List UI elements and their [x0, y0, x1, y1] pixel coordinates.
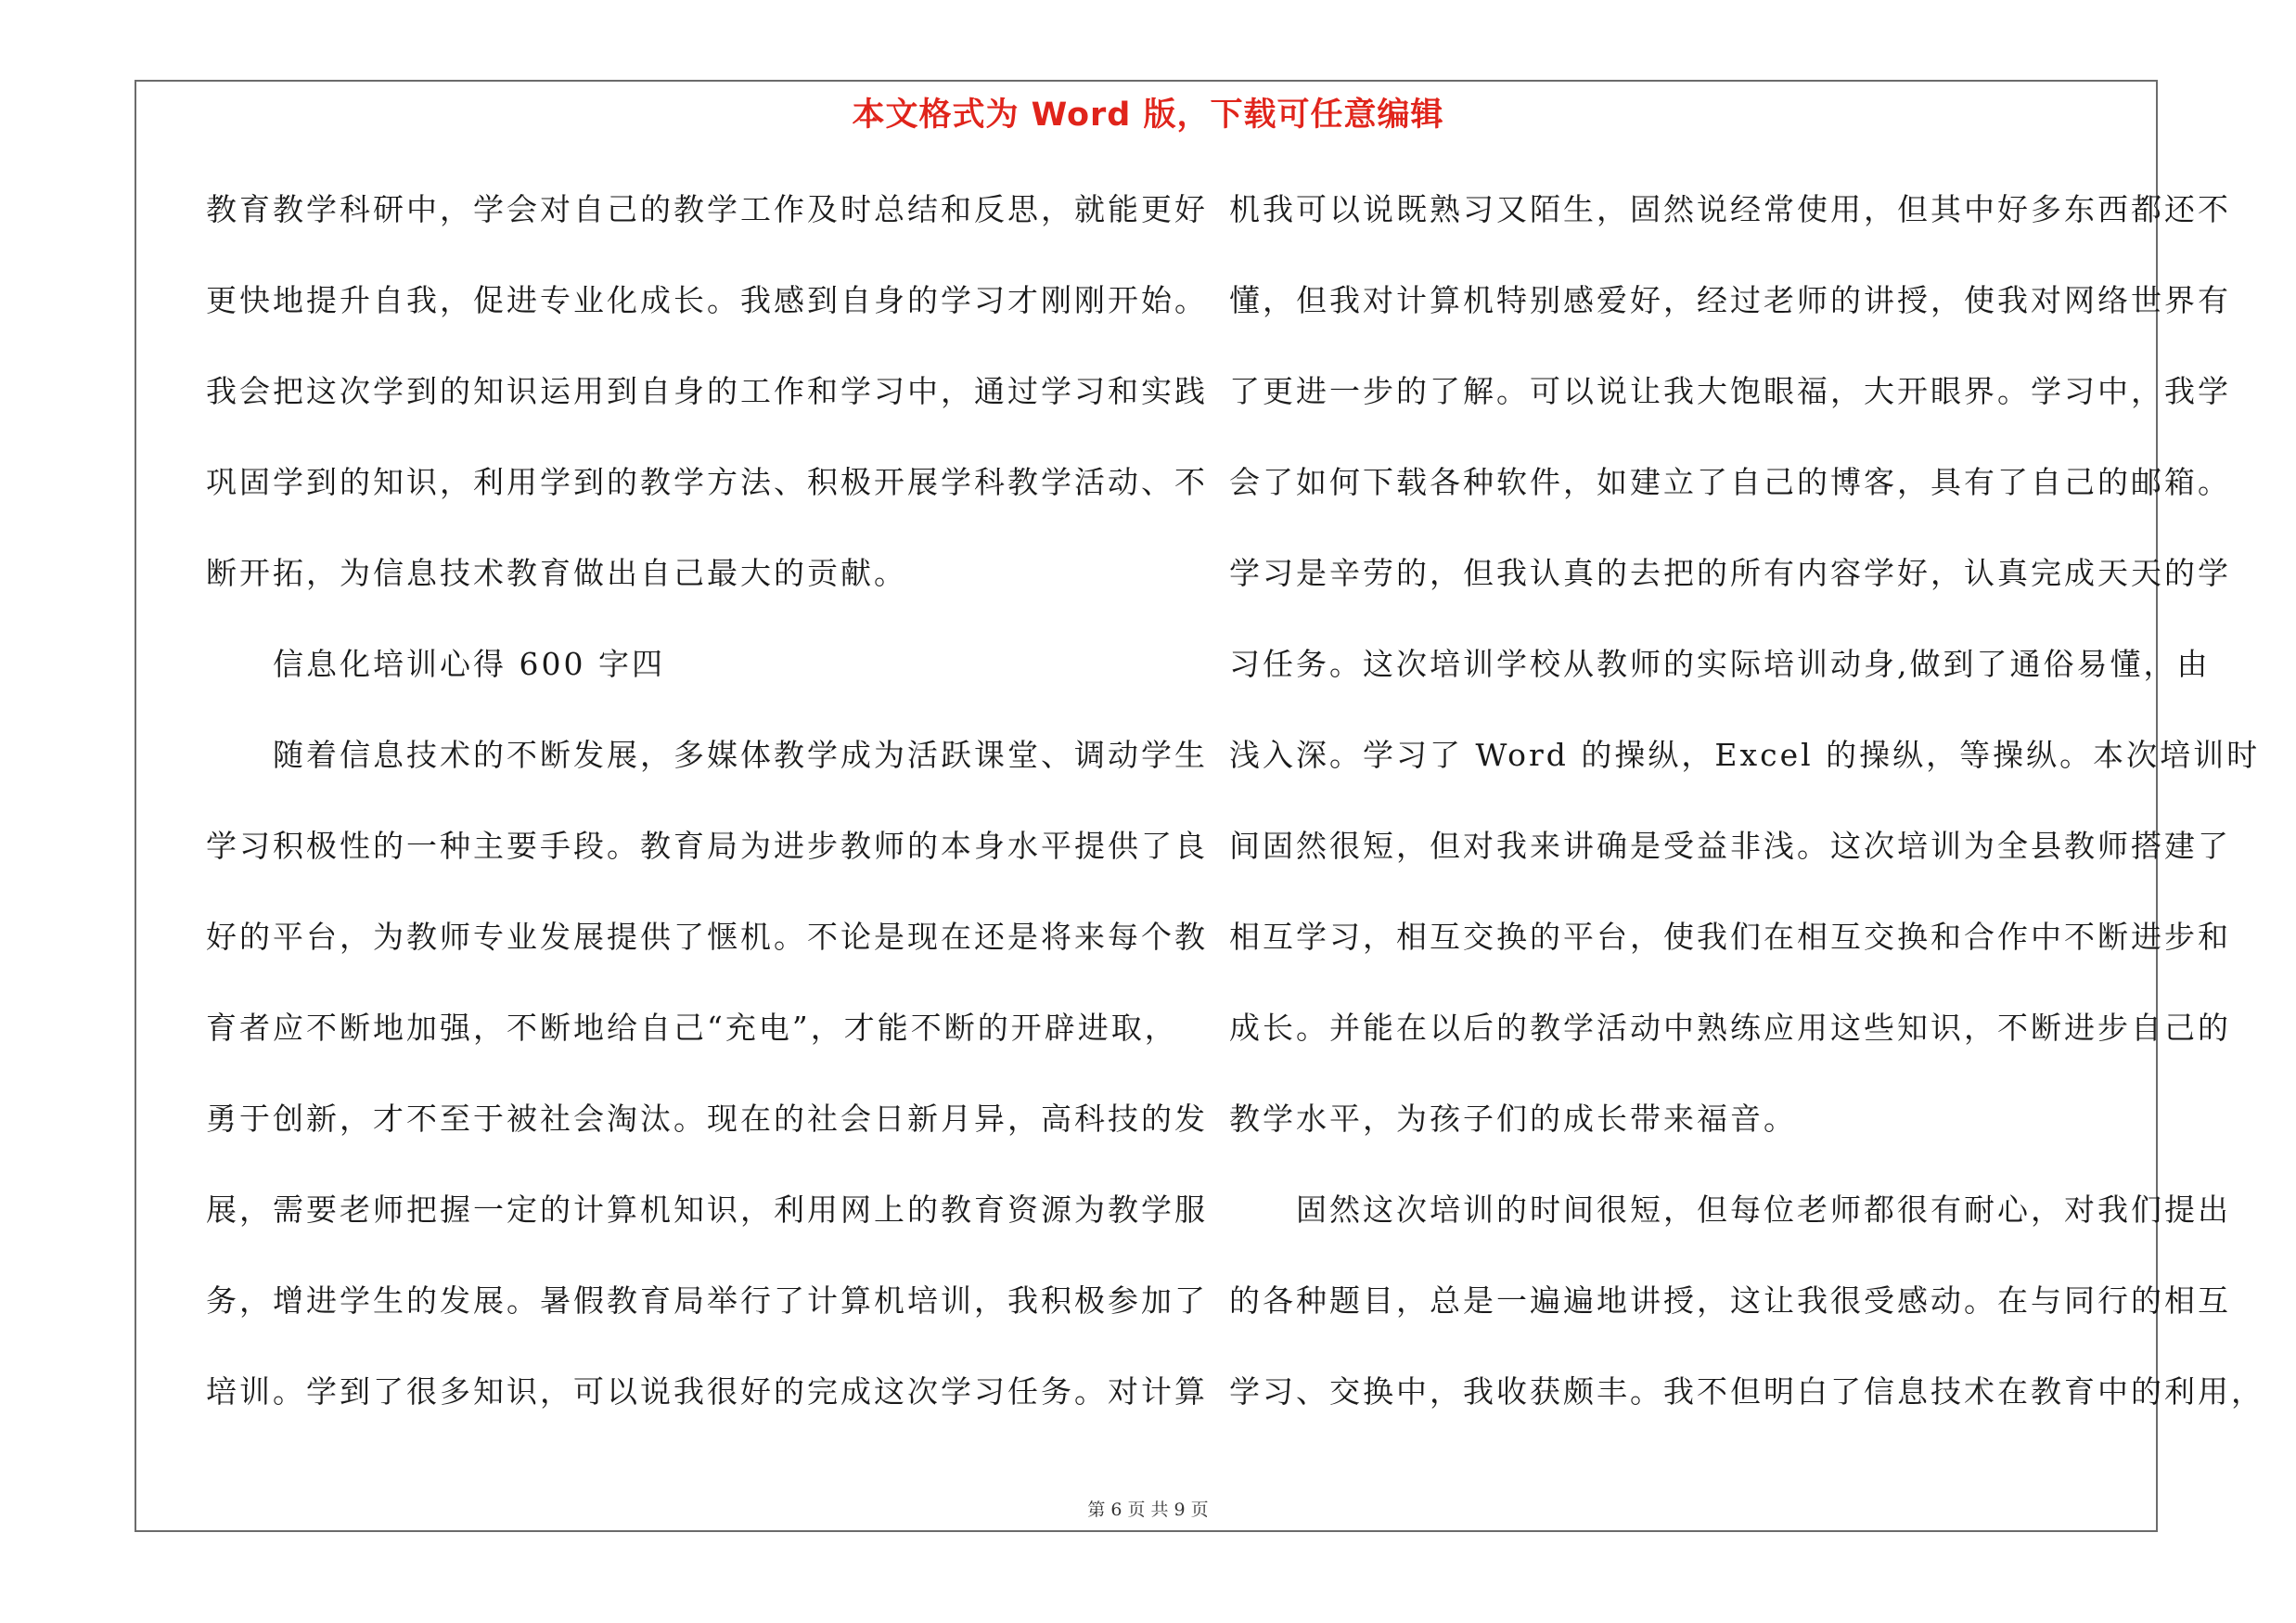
text-line: 相互学习，相互交换的平台，使我们在相互交换和合作中不断进步和	[1229, 919, 2231, 955]
text-line: 更快地提升自我，促进专业化成长。我感到自身的学习才刚刚开始。	[206, 282, 1208, 318]
text-line: 我会把这次学到的知识运用到自身的工作和学习中，通过学习和实践	[206, 373, 1208, 409]
text-line: 好的平台，为教师专业发展提供了惬机。不论是现在还是将来每个教	[206, 919, 1208, 955]
text-line: 勇于创新，才不至于被社会淘汰。现在的社会日新月异，高科技的发	[206, 1101, 1208, 1137]
text-line: 培训。学到了很多知识，可以说我很好的完成这次学习任务。对计算	[206, 1373, 1208, 1410]
text-line: 巩固学到的知识，利用学到的教学方法、积极开展学科教学活动、不	[206, 464, 1208, 500]
left-text-column	[206, 182, 1208, 1455]
text-line: 的各种题目，总是一遍遍地讲授，这让我很受感动。在与同行的相互	[1229, 1282, 2231, 1319]
text-line: 习任务。这次培训学校从教师的实际培训动身,做到了通俗易懂，由	[1229, 646, 2211, 682]
text-line: 展，需要老师把握一定的计算机知识，利用网上的教育资源为教学服	[206, 1191, 1208, 1228]
text-line: 教学水平，为孩子们的成长带来福音。	[1229, 1101, 1797, 1137]
text-line: 育者应不断地加强，不断地给自己“充电”，才能不断的开辟进取，	[206, 1010, 1178, 1046]
format-notice-banner: 本文格式为 Word 版，下载可任意编辑	[852, 97, 1444, 134]
text-line: 浅入深。学习了 Word 的操纵，Excel 的操纵，等操纵。本次培训时	[1229, 737, 2261, 773]
section-heading: 信息化培训心得 600 字四	[206, 646, 665, 682]
text-line: 学习是辛劳的，但我认真的去把的所有内容学好，认真完成天天的学	[1229, 555, 2231, 591]
text-line: 机我可以说既熟习又陌生，固然说经常使用，但其中好多东西都还不	[1229, 191, 2231, 227]
text-line: 会了如何下载各种软件，如建立了自己的博客，具有了自己的邮箱。	[1229, 464, 2231, 500]
text-line: 务，增进学生的发展。暑假教育局举行了计算机培训，我积极参加了	[206, 1282, 1208, 1319]
text-line: 学习、交换中，我收获颇丰。我不但明白了信息技术在教育中的利用，	[1229, 1373, 2264, 1410]
text-line: 随着信息技术的不断发展，多媒体教学成为活跃课堂、调动学生	[206, 737, 1208, 773]
text-line: 断开拓，为信息技术教育做出自己最大的贡献。	[206, 555, 907, 591]
text-line: 间固然很短，但对我来讲确是受益非浅。这次培训为全县教师搭建了	[1229, 828, 2231, 864]
text-line: 成长。并能在以后的教学活动中熟练应用这些知识，不断进步自己的	[1229, 1010, 2231, 1046]
text-line: 学习积极性的一种主要手段。教育局为进步教师的本身水平提供了良	[206, 828, 1208, 864]
text-line: 教育教学科研中，学会对自己的教学工作及时总结和反思，就能更好	[206, 191, 1208, 227]
page-number-footer: 第 6 页 共 9 页	[1087, 1500, 1209, 1520]
text-line: 了更进一步的了解。可以说让我大饱眼福，大开眼界。学习中，我学	[1229, 373, 2231, 409]
right-text-column	[1229, 182, 2264, 1455]
text-line: 懂，但我对计算机特别感爱好，经过老师的讲授，使我对网络世界有	[1229, 282, 2231, 318]
text-line: 固然这次培训的时间很短，但每位老师都很有耐心，对我们提出	[1229, 1191, 2231, 1228]
